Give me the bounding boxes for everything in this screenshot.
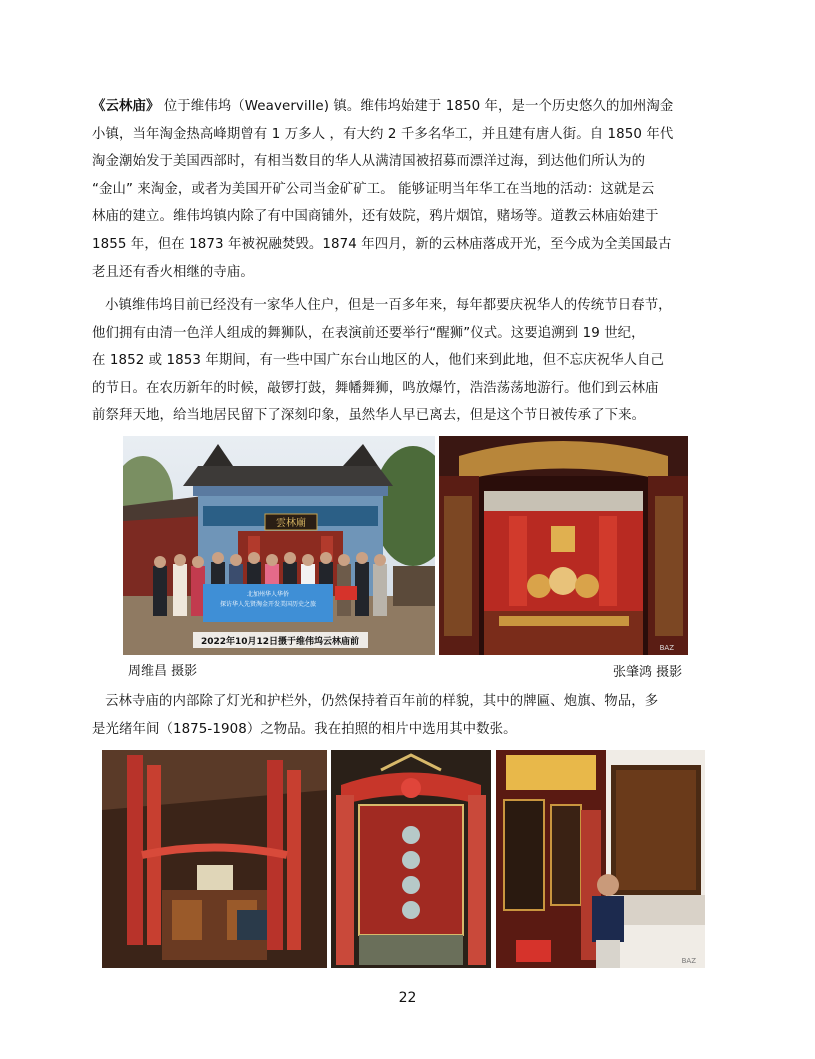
paragraph-intro-line-3: 淘金潮始发于美国西部时，有相当数目的华人从满清国被招募而漂洋过海，到达他们所认为的: [92, 154, 646, 170]
temple-plaque-text: 雲林廟: [276, 518, 306, 529]
interior-banners-illustration: [102, 750, 327, 968]
paragraph-festival: [92, 292, 732, 430]
photo-credit-right: 张肇鸿 摄影: [613, 665, 683, 680]
photo-credit-left: 周维昌 摄影: [128, 664, 198, 679]
paragraph-intro-line-4: “金山” 来淘金，或者为美国开矿公司当金矿矿工。 能够证明当年华工在当地的活动：这就是云: [92, 181, 655, 197]
paragraph-intro-line-5: 林庙的建立。维伟坞镇内除了有中国商铺外，还有妓院，鸦片烟馆，赌场等。道教云林庙始建于: [92, 209, 659, 225]
photo-date-caption: 2022年10月12日摄于维伟坞云林庙前: [200, 637, 360, 647]
photo-plaque-with-author: [496, 750, 705, 968]
photo-temple-exterior-group: [123, 436, 435, 655]
photo-temple-altar: [439, 436, 688, 655]
paragraph-interior-line-1: 云林寺庙的内部除了灯光和护栏外，仍然保持着百年前的样貌，其中的牌匾、炮旗、物品，多: [92, 694, 659, 709]
temple-exterior-illustration: [123, 436, 435, 655]
paragraph-intro-line-1: 《云林庙》 位于维伟坞（Weaverville) 镇。维伟坞始建于 1850 年，是一个历史悠久的加州淘金: [92, 99, 674, 114]
temple-altar-illustration: [439, 436, 688, 655]
paragraph-festival-line-5: 前祭拜天地，给当地居民留下了深刻印象，虽然华人早已离去，但是这个节日被传承了下来。: [92, 408, 646, 424]
photo-watermark-bottom: BAZ: [681, 957, 696, 965]
photo-interior-banners: [102, 750, 327, 968]
photo-watermark: BAZ: [659, 644, 674, 652]
embroidered-banner-illustration: [331, 750, 491, 968]
paragraph-intro-line-2: 小镇，当年淘金热高峰期曾有 1 万多人 ，有大约 2 千多名华工，并且建有唐人街。自 1850 年代: [92, 126, 674, 142]
paragraph-festival-line-2: 他们拥有由清一色洋人组成的舞狮队，在表演前还要举行“醒狮”仪式。这要追溯到 19 世纪，: [92, 325, 645, 341]
paragraph-intro: [92, 93, 732, 286]
plaque-with-author-illustration: [496, 750, 705, 968]
photo-embroidered-banner: [331, 750, 491, 968]
paragraph-intro-line-6: 1855 年，但在 1873 年被祝融焚毁。1874 年四月，新的云林庙落成开光，至今成为全美国最古: [92, 236, 672, 252]
group-banner-line-2: 探访华人先贤淘金开发美国历史之旅: [219, 601, 317, 608]
article-title: 《云林庙》: [92, 99, 160, 114]
paragraph-festival-line-3: 在 1852 或 1853 年期间，有一些中国广东台山地区的人，他们来到此地，但不忘庆祝华人自己: [92, 353, 665, 369]
paragraph-intro-line-7: 老且还有香火相继的寺庙。: [92, 264, 254, 280]
paragraph-festival-line-4: 的节日。在农历新年的时候，敲锣打鼓，舞幡舞狮，鸣放爆竹，浩浩荡荡地游行。他们到云林庙: [92, 380, 659, 396]
group-banner-line-1: 北加州华人华侨: [246, 591, 290, 598]
paragraph-festival-line-1: 小镇维伟坞目前已经没有一家华人住户，但是一百多年来，每年都要庆祝华人的传统节日春节，: [92, 298, 672, 313]
paragraph-interior-line-2: 是光绪年间（1875-1908）之物品。我在拍照的相片中选用其中数张。: [92, 721, 517, 737]
page-number: 22: [398, 990, 417, 1006]
paragraph-interior: [92, 688, 732, 743]
